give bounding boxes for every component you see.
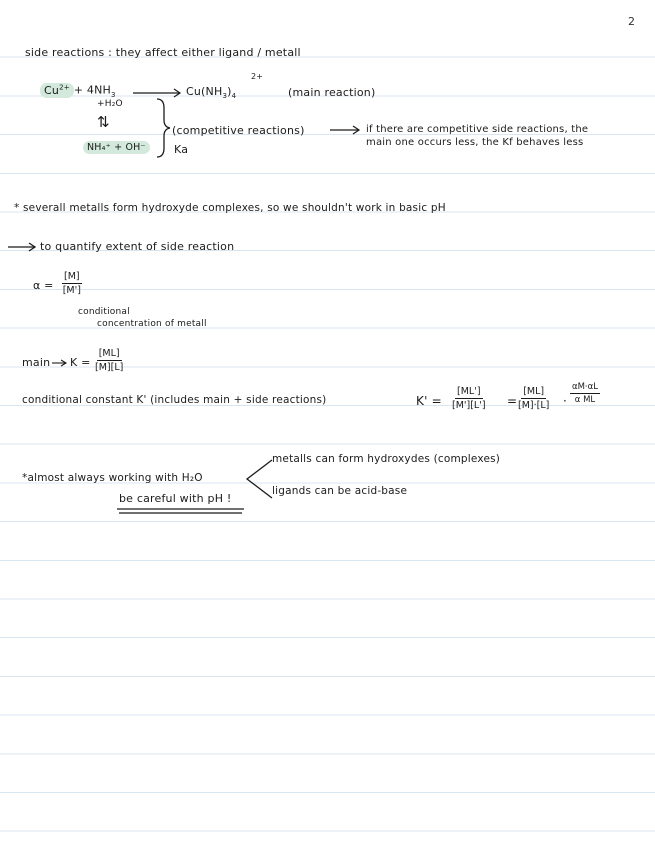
main-reaction-note: (main reaction) bbox=[288, 86, 376, 99]
kprime-equals: = bbox=[507, 394, 518, 408]
copper-ion-highlight: $Cu^{2+}$ bbox=[40, 83, 74, 98]
equilibrium-arrows-icon: ⇅ bbox=[97, 113, 110, 131]
alpha-annotation-1: conditional bbox=[78, 307, 130, 317]
quantify-arrow-icon bbox=[8, 242, 38, 252]
branch-ligands: ligands can be acid-base bbox=[272, 485, 408, 497]
main-k-symbol: K = bbox=[70, 356, 91, 369]
competitive-label: (competitive reactions) bbox=[172, 124, 305, 137]
alpha-numerator: [M] bbox=[64, 271, 80, 282]
water-note: *almost always working with H₂O bbox=[22, 472, 203, 484]
ammonium-hydroxide: NH₄⁺ + OH⁻ bbox=[83, 142, 150, 153]
kprime-dot: · bbox=[563, 394, 568, 408]
main-k-label: main bbox=[22, 356, 51, 369]
remark-line-1: if there are competitive side reactions, the bbox=[366, 124, 589, 135]
water-addition: +H₂O bbox=[97, 99, 123, 109]
main-reaction-product: $Cu(NH_3)_4$ bbox=[186, 85, 237, 101]
careful-double-underline bbox=[117, 508, 247, 516]
page-number: 2 bbox=[628, 15, 635, 28]
main-k-fraction: $\frac{[ML]}{[M][L]}$ bbox=[95, 348, 124, 373]
alpha-symbol: α = bbox=[33, 279, 54, 292]
hydroxide-note: * severall metalls form hydroxyde complexes, so we shouldn't work in basic pH bbox=[14, 202, 446, 214]
alpha-fraction bbox=[62, 271, 82, 296]
product-charge: 2+ bbox=[251, 72, 264, 81]
kprime-fraction-1: $\frac{[ML']}{[M'][L']}$ bbox=[452, 386, 486, 411]
alpha-annotation-2: concentration of metall bbox=[97, 319, 207, 329]
curly-brace-icon bbox=[155, 98, 171, 158]
kprime-fraction-3: $\frac{\alpha M\cdot\alpha L}{\text{α ML}}$ bbox=[572, 382, 598, 405]
careful-ph-note: be careful with pH ! bbox=[119, 492, 232, 505]
branch-bracket-icon bbox=[244, 458, 274, 500]
ka-label: Ka bbox=[174, 143, 189, 156]
alpha-denominator: [M'] bbox=[62, 285, 81, 296]
note-title: side reactions : they affect either ligand / metall bbox=[25, 46, 301, 59]
conditional-constant-text: conditional constant K' (includes main + side reactions) bbox=[22, 394, 327, 406]
reaction-arrow-icon bbox=[133, 88, 183, 98]
main-k-arrow-icon bbox=[52, 358, 68, 368]
remark-arrow-icon bbox=[330, 125, 362, 135]
remark-line-2: main one occurs less, the Kf behaves less bbox=[366, 137, 584, 148]
main-reaction-reactants: $Cu^{2+} + 4NH_3$ bbox=[40, 83, 116, 99]
quantify-note: to quantify extent of side reaction bbox=[40, 240, 235, 253]
kprime-fraction-2: $\frac{[ML]}{[M]\cdot[L]}$ bbox=[518, 386, 550, 411]
branch-metalls: metalls can form hydroxydes (complexes) bbox=[272, 453, 501, 465]
kprime-symbol: K' = bbox=[416, 394, 442, 408]
